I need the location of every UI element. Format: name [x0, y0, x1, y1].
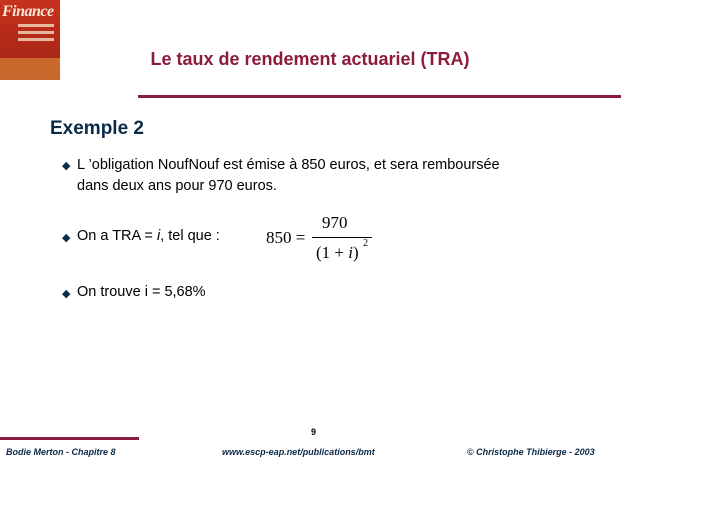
- footer-divider: [0, 437, 139, 440]
- bullet-text-1: [77, 155, 500, 197]
- title-divider: [138, 95, 621, 98]
- bullet-text-3: On trouve i = 5,68%: [77, 284, 206, 300]
- logo-decoration: [18, 31, 54, 34]
- logo-decoration: [18, 24, 54, 27]
- footer-center: www.escp-eap.net/publications/bmt: [222, 447, 375, 457]
- tra-formula: [266, 213, 376, 271]
- bullet-1-line-2: dans deux ans pour 970 euros.: [77, 178, 277, 194]
- footer-left: Bodie Merton - Chapitre 8: [6, 447, 116, 457]
- bullet-2-suffix: , tel que :: [160, 228, 220, 244]
- slide-title: [0, 49, 620, 70]
- logo-title: Finance: [2, 3, 54, 20]
- page-number: 9: [311, 427, 317, 437]
- bullet-icon: ◆: [62, 288, 71, 300]
- section-heading: Exemple 2: [50, 118, 144, 139]
- denominator-open: (1 +: [316, 243, 349, 262]
- logo-decoration: [18, 38, 54, 41]
- bullet-icon: ◆: [62, 160, 71, 172]
- formula-lhs: 850 =: [266, 228, 306, 247]
- bullet-1-line-1: L ’obligation NoufNouf est émise à 850 euros, et sera remboursée: [77, 157, 500, 173]
- bullet-text-2: [77, 226, 220, 247]
- slide-title-text: Le taux de rendement actuariel (TRA): [150, 49, 470, 69]
- denominator-close: ): [352, 243, 359, 262]
- footer-right: © Christophe Thibierge - 2003: [467, 447, 595, 457]
- denominator-variable: i: [348, 243, 353, 262]
- formula-exponent: 2: [363, 238, 368, 249]
- bullet-2-prefix: On a TRA =: [77, 228, 157, 244]
- formula-denominator: [316, 243, 359, 263]
- bullet-2-variable: i: [156, 228, 161, 244]
- formula-numerator: 970: [322, 213, 348, 232]
- bullet-icon: ◆: [62, 232, 71, 244]
